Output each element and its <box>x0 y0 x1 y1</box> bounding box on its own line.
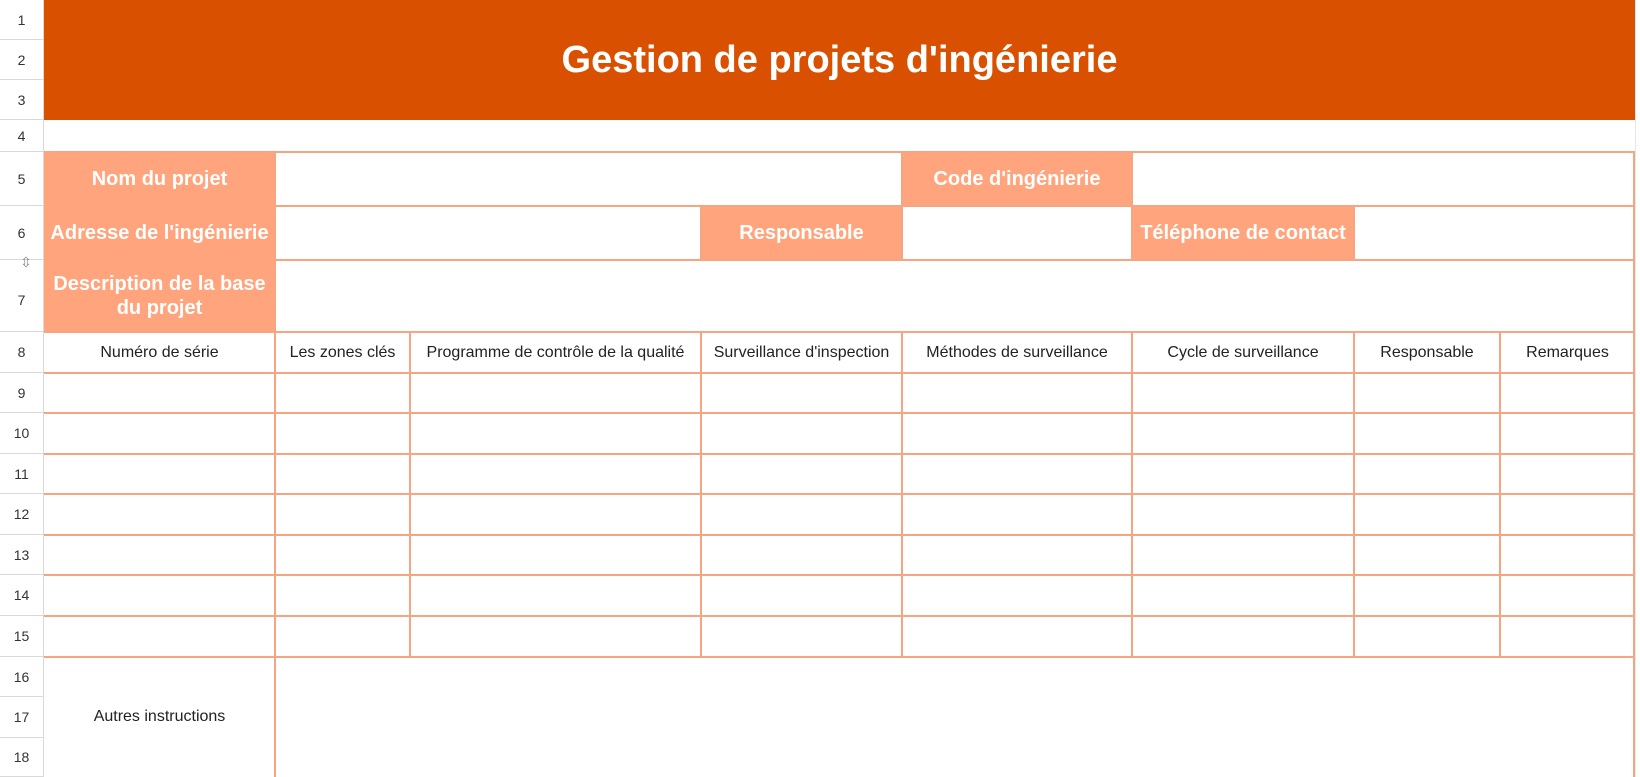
row-header[interactable]: 17 <box>0 697 44 738</box>
row-header[interactable]: 5 <box>0 152 44 206</box>
contact-phone-label[interactable]: Téléphone de contact <box>1132 206 1354 260</box>
row-header[interactable]: 2 <box>0 40 44 80</box>
engineering-address-cell[interactable] <box>275 206 701 260</box>
row-header[interactable]: 11 <box>0 454 44 494</box>
grid-line <box>44 412 1635 414</box>
column-header-key-areas[interactable]: Les zones clés <box>275 332 410 373</box>
grid-line <box>700 332 702 657</box>
grid-line <box>275 259 1635 261</box>
grid-line <box>44 453 1635 455</box>
grid-line <box>44 574 1635 576</box>
row-header[interactable]: 6 <box>0 206 44 260</box>
grid-line <box>274 152 276 777</box>
grid-line <box>1353 206 1355 260</box>
base-description-label[interactable]: Description de la base du projet <box>44 260 275 332</box>
row-header[interactable]: 3 <box>0 80 44 120</box>
contact-phone-cell[interactable] <box>1354 206 1635 260</box>
row-header[interactable]: 14 <box>0 575 44 616</box>
row-header[interactable]: 4 <box>0 120 44 152</box>
grid-line <box>275 205 1635 207</box>
column-header-cycle[interactable]: Cycle de surveillance <box>1132 332 1354 373</box>
other-instructions-label[interactable]: Autres instructions <box>44 657 275 777</box>
row-header[interactable]: 12 <box>0 494 44 535</box>
column-header-remarks[interactable]: Remarques <box>1500 332 1635 373</box>
grid-line <box>44 534 1635 536</box>
row-header[interactable]: 1 <box>0 0 44 40</box>
other-instructions-cell[interactable] <box>275 657 1635 777</box>
grid-line <box>44 331 1635 333</box>
engineering-code-cell[interactable] <box>1132 152 1635 206</box>
row-resize-icon[interactable]: ⇳ <box>20 254 32 270</box>
responsible-label[interactable]: Responsable <box>701 206 902 260</box>
grid-line <box>901 152 903 260</box>
engineering-code-label[interactable]: Code d'ingénierie <box>902 152 1132 206</box>
row-header[interactable]: 9 <box>0 373 44 413</box>
row-header[interactable]: 13 <box>0 535 44 575</box>
grid-line <box>1131 332 1133 657</box>
row-header[interactable]: 7 <box>0 260 44 332</box>
grid-line <box>44 493 1635 495</box>
page-title[interactable]: Gestion de projets d'ingénierie <box>44 0 1635 120</box>
row-header[interactable]: 15 <box>0 616 44 657</box>
responsible-cell[interactable] <box>902 206 1132 260</box>
grid-line <box>44 372 1635 374</box>
row-header[interactable]: 10 <box>0 413 44 454</box>
grid-line <box>44 615 1635 617</box>
row-header[interactable]: 18 <box>0 738 44 777</box>
column-header-serial-number[interactable]: Numéro de série <box>44 332 275 373</box>
project-name-label[interactable]: Nom du projet <box>44 152 275 206</box>
column-header-methods[interactable]: Méthodes de surveillance <box>902 332 1132 373</box>
engineering-address-label[interactable]: Adresse de l'ingénierie <box>44 206 275 260</box>
row-header[interactable]: 16 <box>0 657 44 697</box>
grid-line <box>1353 332 1355 657</box>
column-header-quality-program[interactable]: Programme de contrôle de la qualité <box>410 332 701 373</box>
column-header-inspection[interactable]: Surveillance d'inspection <box>701 332 902 373</box>
grid-line <box>409 332 411 657</box>
base-description-cell[interactable] <box>275 260 1635 332</box>
sheet-edge <box>1635 0 1640 777</box>
project-name-cell[interactable] <box>275 152 902 206</box>
grid-line <box>1131 152 1133 260</box>
grid-line <box>1499 332 1501 657</box>
grid-line <box>44 656 1635 658</box>
row-header[interactable]: 8 <box>0 332 44 373</box>
grid-line <box>700 206 702 260</box>
grid-line <box>901 332 903 657</box>
grid-line <box>44 151 1635 153</box>
column-header-responsible[interactable]: Responsable <box>1354 332 1500 373</box>
